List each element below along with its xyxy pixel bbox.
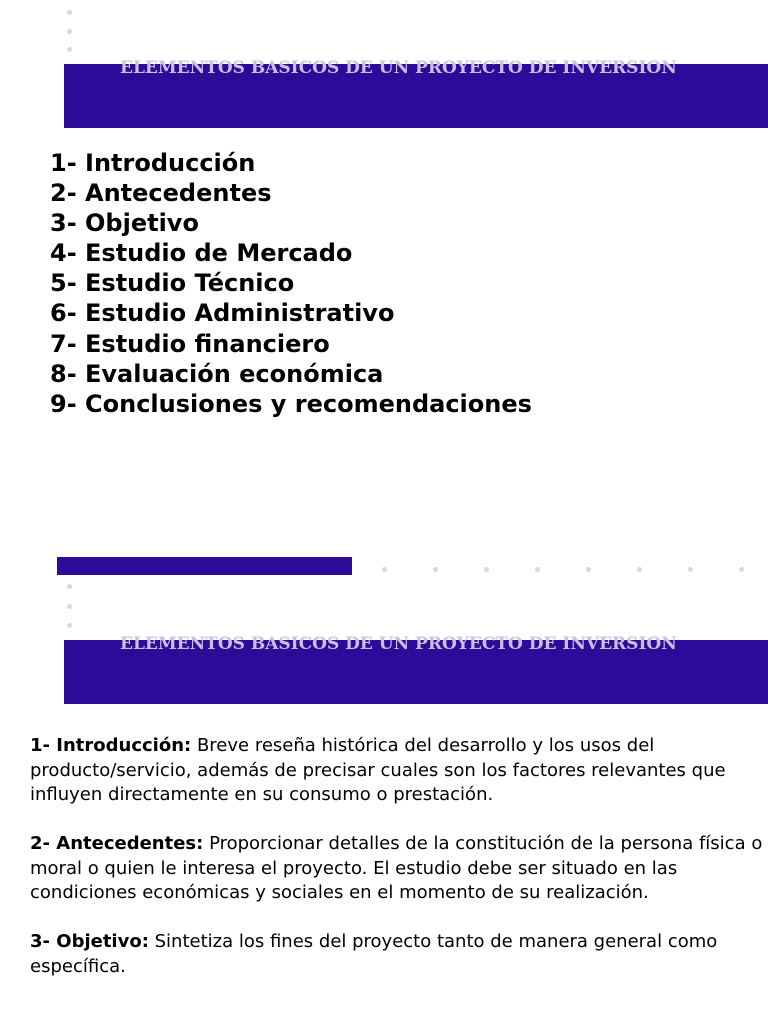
slide1-title-banner bbox=[64, 58, 768, 128]
list-item: 9- Conclusiones y recomendaciones bbox=[50, 389, 532, 418]
decor-dot bbox=[739, 567, 744, 572]
decor-dot bbox=[433, 567, 438, 572]
decor-dot bbox=[637, 567, 642, 572]
decor-dot bbox=[535, 567, 540, 572]
decor-dot bbox=[67, 604, 72, 609]
list-item: 4- Estudio de Mercado bbox=[50, 239, 353, 268]
decor-dot bbox=[67, 584, 72, 589]
slide2-body bbox=[30, 734, 768, 1004]
paragraph-introduccion bbox=[30, 734, 768, 808]
slide2-title-banner bbox=[64, 634, 768, 704]
list-item: 7- Estudio financiero bbox=[50, 329, 330, 358]
paragraph-objetivo bbox=[30, 930, 768, 979]
list-item: 2- Antecedentes bbox=[50, 179, 272, 208]
list-item: 6- Estudio Administrativo bbox=[50, 299, 395, 328]
decor-dot bbox=[586, 567, 591, 572]
paragraph-label: 1- Introducción: bbox=[30, 735, 192, 756]
paragraph-label: 3- Objetivo: bbox=[30, 931, 149, 952]
contents-list bbox=[50, 148, 532, 419]
decor-dot bbox=[67, 29, 72, 34]
paragraph-text: Proporcionar detalles de la constitución de la persona física o moral o quien le interesa el proyecto. El estudio debe ser situado en las condiciones económicas y sociales en el momento de su realización. bbox=[30, 833, 763, 903]
list-item: 5- Estudio Técnico bbox=[50, 269, 295, 298]
paragraph-label: 2- Antecedentes: bbox=[30, 833, 204, 854]
paragraph-text: Sintetiza los fines del proyecto tanto de manera general como específica. bbox=[30, 931, 718, 977]
paragraph-antecedentes bbox=[30, 832, 768, 906]
list-item: 8- Evaluación económica bbox=[50, 359, 384, 388]
decor-dot bbox=[484, 567, 489, 572]
decor-dot bbox=[67, 47, 72, 52]
list-item: 3- Objetivo bbox=[50, 209, 199, 238]
decor-dot bbox=[688, 567, 693, 572]
decor-dot bbox=[382, 567, 387, 572]
footer-bar bbox=[57, 557, 352, 575]
paragraph-text: Breve reseña histórica del desarrollo y los usos del producto/servicio, además de precisar cuales son los factores relevantes que influyen directamente en su consumo o prestación. bbox=[30, 735, 726, 805]
list-item: 1- Introducción bbox=[50, 149, 256, 177]
decor-dot bbox=[67, 10, 72, 15]
slide2-title: ELEMENTOS BASICOS DE UN PROYECTO DE INVERSION bbox=[120, 634, 677, 654]
slide1-title: ELEMENTOS BASICOS DE UN PROYECTO DE INVERSION bbox=[120, 58, 677, 78]
decor-dot bbox=[67, 623, 72, 628]
